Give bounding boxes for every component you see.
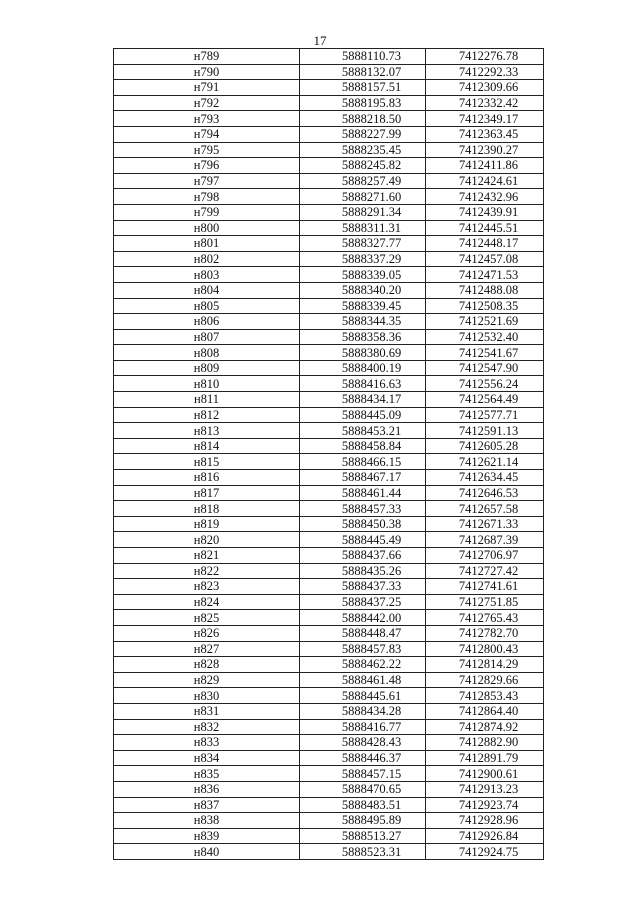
x-coordinate-cell: 5888435.26 bbox=[300, 563, 426, 579]
y-coordinate-cell: 7412432.96 bbox=[426, 189, 544, 205]
y-coordinate-cell: 7412800.43 bbox=[426, 641, 544, 657]
x-coordinate-cell: 5888358.36 bbox=[300, 329, 426, 345]
table-row bbox=[114, 750, 544, 766]
y-coordinate-cell: 7412765.43 bbox=[426, 610, 544, 626]
table-row bbox=[114, 797, 544, 813]
point-id-cell: н822 bbox=[114, 563, 300, 579]
point-id-cell: н809 bbox=[114, 360, 300, 376]
point-id-cell: н817 bbox=[114, 485, 300, 501]
y-coordinate-cell: 7412646.53 bbox=[426, 485, 544, 501]
y-coordinate-cell: 7412924.75 bbox=[426, 844, 544, 860]
table-row bbox=[114, 158, 544, 174]
table-row bbox=[114, 189, 544, 205]
table-row bbox=[114, 579, 544, 595]
x-coordinate-cell: 5888495.89 bbox=[300, 813, 426, 829]
x-coordinate-cell: 5888445.09 bbox=[300, 407, 426, 423]
x-coordinate-cell: 5888337.29 bbox=[300, 251, 426, 267]
y-coordinate-cell: 7412547.90 bbox=[426, 360, 544, 376]
y-coordinate-cell: 7412292.33 bbox=[426, 64, 544, 80]
y-coordinate-cell: 7412671.33 bbox=[426, 516, 544, 532]
table-row bbox=[114, 423, 544, 439]
x-coordinate-cell: 5888446.37 bbox=[300, 750, 426, 766]
point-id-cell: н826 bbox=[114, 625, 300, 641]
table-row bbox=[114, 376, 544, 392]
x-coordinate-cell: 5888450.38 bbox=[300, 516, 426, 532]
x-coordinate-cell: 5888291.34 bbox=[300, 204, 426, 220]
table-row bbox=[114, 282, 544, 298]
y-coordinate-cell: 7412390.27 bbox=[426, 142, 544, 158]
table-row bbox=[114, 813, 544, 829]
table-row bbox=[114, 828, 544, 844]
table-row bbox=[114, 64, 544, 80]
y-coordinate-cell: 7412564.49 bbox=[426, 392, 544, 408]
point-id-cell: н837 bbox=[114, 797, 300, 813]
table-row bbox=[114, 345, 544, 361]
point-id-cell: н834 bbox=[114, 750, 300, 766]
point-id-cell: н825 bbox=[114, 610, 300, 626]
point-id-cell: н790 bbox=[114, 64, 300, 80]
x-coordinate-cell: 5888513.27 bbox=[300, 828, 426, 844]
point-id-cell: н827 bbox=[114, 641, 300, 657]
table-row bbox=[114, 360, 544, 376]
y-coordinate-cell: 7412309.66 bbox=[426, 80, 544, 96]
y-coordinate-cell: 7412363.45 bbox=[426, 126, 544, 142]
page-number: 17 bbox=[313, 33, 327, 48]
point-id-cell: н835 bbox=[114, 766, 300, 782]
point-id-cell: н823 bbox=[114, 579, 300, 595]
x-coordinate-cell: 5888416.77 bbox=[300, 719, 426, 735]
point-id-cell: н815 bbox=[114, 454, 300, 470]
y-coordinate-cell: 7412424.61 bbox=[426, 173, 544, 189]
table-row bbox=[114, 454, 544, 470]
table-row bbox=[114, 142, 544, 158]
x-coordinate-cell: 5888416.63 bbox=[300, 376, 426, 392]
x-coordinate-cell: 5888157.51 bbox=[300, 80, 426, 96]
table-row bbox=[114, 657, 544, 673]
x-coordinate-cell: 5888457.83 bbox=[300, 641, 426, 657]
point-id-cell: н796 bbox=[114, 158, 300, 174]
y-coordinate-cell: 7412657.58 bbox=[426, 501, 544, 517]
point-id-cell: н808 bbox=[114, 345, 300, 361]
table-row bbox=[114, 314, 544, 330]
y-coordinate-cell: 7412349.17 bbox=[426, 111, 544, 127]
y-coordinate-cell: 7412276.78 bbox=[426, 49, 544, 65]
point-id-cell: н807 bbox=[114, 329, 300, 345]
table-row bbox=[114, 267, 544, 283]
y-coordinate-cell: 7412605.28 bbox=[426, 438, 544, 454]
table-row bbox=[114, 485, 544, 501]
x-coordinate-cell: 5888434.17 bbox=[300, 392, 426, 408]
y-coordinate-cell: 7412741.61 bbox=[426, 579, 544, 595]
y-coordinate-cell: 7412829.66 bbox=[426, 672, 544, 688]
point-id-cell: н828 bbox=[114, 657, 300, 673]
table-row bbox=[114, 438, 544, 454]
table-row bbox=[114, 844, 544, 860]
y-coordinate-cell: 7412448.17 bbox=[426, 236, 544, 252]
y-coordinate-cell: 7412751.85 bbox=[426, 594, 544, 610]
table-row bbox=[114, 688, 544, 704]
y-coordinate-cell: 7412706.97 bbox=[426, 548, 544, 564]
y-coordinate-cell: 7412591.13 bbox=[426, 423, 544, 439]
y-coordinate-cell: 7412508.35 bbox=[426, 298, 544, 314]
x-coordinate-cell: 5888428.43 bbox=[300, 735, 426, 751]
point-id-cell: н832 bbox=[114, 719, 300, 735]
point-id-cell: н836 bbox=[114, 781, 300, 797]
table-row bbox=[114, 594, 544, 610]
point-id-cell: н792 bbox=[114, 95, 300, 111]
point-id-cell: н813 bbox=[114, 423, 300, 439]
point-id-cell: н800 bbox=[114, 220, 300, 236]
table-row bbox=[114, 173, 544, 189]
x-coordinate-cell: 5888483.51 bbox=[300, 797, 426, 813]
x-coordinate-cell: 5888442.00 bbox=[300, 610, 426, 626]
x-coordinate-cell: 5888344.35 bbox=[300, 314, 426, 330]
point-id-cell: н804 bbox=[114, 282, 300, 298]
y-coordinate-cell: 7412532.40 bbox=[426, 329, 544, 345]
point-id-cell: н811 bbox=[114, 392, 300, 408]
table-row bbox=[114, 251, 544, 267]
x-coordinate-cell: 5888340.20 bbox=[300, 282, 426, 298]
x-coordinate-cell: 5888461.44 bbox=[300, 485, 426, 501]
x-coordinate-cell: 5888457.15 bbox=[300, 766, 426, 782]
table-row bbox=[114, 766, 544, 782]
coordinates-table-body bbox=[114, 49, 544, 860]
table-row bbox=[114, 501, 544, 517]
point-id-cell: н798 bbox=[114, 189, 300, 205]
y-coordinate-cell: 7412457.08 bbox=[426, 251, 544, 267]
x-coordinate-cell: 5888437.25 bbox=[300, 594, 426, 610]
x-coordinate-cell: 5888110.73 bbox=[300, 49, 426, 65]
x-coordinate-cell: 5888227.99 bbox=[300, 126, 426, 142]
x-coordinate-cell: 5888257.49 bbox=[300, 173, 426, 189]
table-row bbox=[114, 470, 544, 486]
point-id-cell: н839 bbox=[114, 828, 300, 844]
y-coordinate-cell: 7412864.40 bbox=[426, 703, 544, 719]
y-coordinate-cell: 7412577.71 bbox=[426, 407, 544, 423]
y-coordinate-cell: 7412445.51 bbox=[426, 220, 544, 236]
x-coordinate-cell: 5888195.83 bbox=[300, 95, 426, 111]
x-coordinate-cell: 5888445.49 bbox=[300, 532, 426, 548]
table-row bbox=[114, 719, 544, 735]
point-id-cell: н838 bbox=[114, 813, 300, 829]
table-row bbox=[114, 703, 544, 719]
y-coordinate-cell: 7412621.14 bbox=[426, 454, 544, 470]
table-row bbox=[114, 641, 544, 657]
x-coordinate-cell: 5888327.77 bbox=[300, 236, 426, 252]
x-coordinate-cell: 5888434.28 bbox=[300, 703, 426, 719]
x-coordinate-cell: 5888458.84 bbox=[300, 438, 426, 454]
x-coordinate-cell: 5888466.15 bbox=[300, 454, 426, 470]
x-coordinate-cell: 5888218.50 bbox=[300, 111, 426, 127]
x-coordinate-cell: 5888437.66 bbox=[300, 548, 426, 564]
y-coordinate-cell: 7412814.29 bbox=[426, 657, 544, 673]
point-id-cell: н818 bbox=[114, 501, 300, 517]
point-id-cell: н789 bbox=[114, 49, 300, 65]
x-coordinate-cell: 5888380.69 bbox=[300, 345, 426, 361]
x-coordinate-cell: 5888461.48 bbox=[300, 672, 426, 688]
x-coordinate-cell: 5888453.21 bbox=[300, 423, 426, 439]
y-coordinate-cell: 7412471.53 bbox=[426, 267, 544, 283]
table-row bbox=[114, 95, 544, 111]
point-id-cell: н799 bbox=[114, 204, 300, 220]
x-coordinate-cell: 5888437.33 bbox=[300, 579, 426, 595]
point-id-cell: н812 bbox=[114, 407, 300, 423]
y-coordinate-cell: 7412882.90 bbox=[426, 735, 544, 751]
y-coordinate-cell: 7412411.86 bbox=[426, 158, 544, 174]
y-coordinate-cell: 7412521.69 bbox=[426, 314, 544, 330]
point-id-cell: н829 bbox=[114, 672, 300, 688]
point-id-cell: н793 bbox=[114, 111, 300, 127]
y-coordinate-cell: 7412332.42 bbox=[426, 95, 544, 111]
y-coordinate-cell: 7412853.43 bbox=[426, 688, 544, 704]
table-row bbox=[114, 49, 544, 65]
y-coordinate-cell: 7412634.45 bbox=[426, 470, 544, 486]
table-row bbox=[114, 220, 544, 236]
x-coordinate-cell: 5888448.47 bbox=[300, 625, 426, 641]
table-row bbox=[114, 204, 544, 220]
y-coordinate-cell: 7412923.74 bbox=[426, 797, 544, 813]
y-coordinate-cell: 7412900.61 bbox=[426, 766, 544, 782]
table-row bbox=[114, 516, 544, 532]
y-coordinate-cell: 7412439.91 bbox=[426, 204, 544, 220]
point-id-cell: н806 bbox=[114, 314, 300, 330]
point-id-cell: н816 bbox=[114, 470, 300, 486]
x-coordinate-cell: 5888462.22 bbox=[300, 657, 426, 673]
point-id-cell: н810 bbox=[114, 376, 300, 392]
table-row bbox=[114, 563, 544, 579]
x-coordinate-cell: 5888339.05 bbox=[300, 267, 426, 283]
point-id-cell: н824 bbox=[114, 594, 300, 610]
point-id-cell: н821 bbox=[114, 548, 300, 564]
x-coordinate-cell: 5888445.61 bbox=[300, 688, 426, 704]
point-id-cell: н791 bbox=[114, 80, 300, 96]
table-row bbox=[114, 407, 544, 423]
point-id-cell: н830 bbox=[114, 688, 300, 704]
table-row bbox=[114, 392, 544, 408]
x-coordinate-cell: 5888245.82 bbox=[300, 158, 426, 174]
table-row bbox=[114, 126, 544, 142]
x-coordinate-cell: 5888470.65 bbox=[300, 781, 426, 797]
x-coordinate-cell: 5888339.45 bbox=[300, 298, 426, 314]
x-coordinate-cell: 5888467.17 bbox=[300, 470, 426, 486]
x-coordinate-cell: 5888311.31 bbox=[300, 220, 426, 236]
table-row bbox=[114, 80, 544, 96]
point-id-cell: н814 bbox=[114, 438, 300, 454]
point-id-cell: н795 bbox=[114, 142, 300, 158]
x-coordinate-cell: 5888271.60 bbox=[300, 189, 426, 205]
point-id-cell: н820 bbox=[114, 532, 300, 548]
table-row bbox=[114, 532, 544, 548]
coordinates-table bbox=[113, 48, 544, 860]
y-coordinate-cell: 7412541.67 bbox=[426, 345, 544, 361]
y-coordinate-cell: 7412727.42 bbox=[426, 563, 544, 579]
y-coordinate-cell: 7412782.70 bbox=[426, 625, 544, 641]
point-id-cell: н805 bbox=[114, 298, 300, 314]
y-coordinate-cell: 7412913.23 bbox=[426, 781, 544, 797]
point-id-cell: н802 bbox=[114, 251, 300, 267]
x-coordinate-cell: 5888523.31 bbox=[300, 844, 426, 860]
point-id-cell: н819 bbox=[114, 516, 300, 532]
point-id-cell: н803 bbox=[114, 267, 300, 283]
y-coordinate-cell: 7412928.96 bbox=[426, 813, 544, 829]
x-coordinate-cell: 5888400.19 bbox=[300, 360, 426, 376]
point-id-cell: н831 bbox=[114, 703, 300, 719]
table-row bbox=[114, 672, 544, 688]
point-id-cell: н840 bbox=[114, 844, 300, 860]
y-coordinate-cell: 7412488.08 bbox=[426, 282, 544, 298]
point-id-cell: н801 bbox=[114, 236, 300, 252]
point-id-cell: н797 bbox=[114, 173, 300, 189]
x-coordinate-cell: 5888457.33 bbox=[300, 501, 426, 517]
table-row bbox=[114, 329, 544, 345]
y-coordinate-cell: 7412891.79 bbox=[426, 750, 544, 766]
y-coordinate-cell: 7412556.24 bbox=[426, 376, 544, 392]
table-row bbox=[114, 610, 544, 626]
table-row bbox=[114, 236, 544, 252]
x-coordinate-cell: 5888235.45 bbox=[300, 142, 426, 158]
y-coordinate-cell: 7412687.39 bbox=[426, 532, 544, 548]
table-row bbox=[114, 548, 544, 564]
table-row bbox=[114, 625, 544, 641]
point-id-cell: н794 bbox=[114, 126, 300, 142]
y-coordinate-cell: 7412874.92 bbox=[426, 719, 544, 735]
table-row bbox=[114, 781, 544, 797]
table-row bbox=[114, 298, 544, 314]
table-row bbox=[114, 111, 544, 127]
x-coordinate-cell: 5888132.07 bbox=[300, 64, 426, 80]
y-coordinate-cell: 7412926.84 bbox=[426, 828, 544, 844]
table-row bbox=[114, 735, 544, 751]
point-id-cell: н833 bbox=[114, 735, 300, 751]
